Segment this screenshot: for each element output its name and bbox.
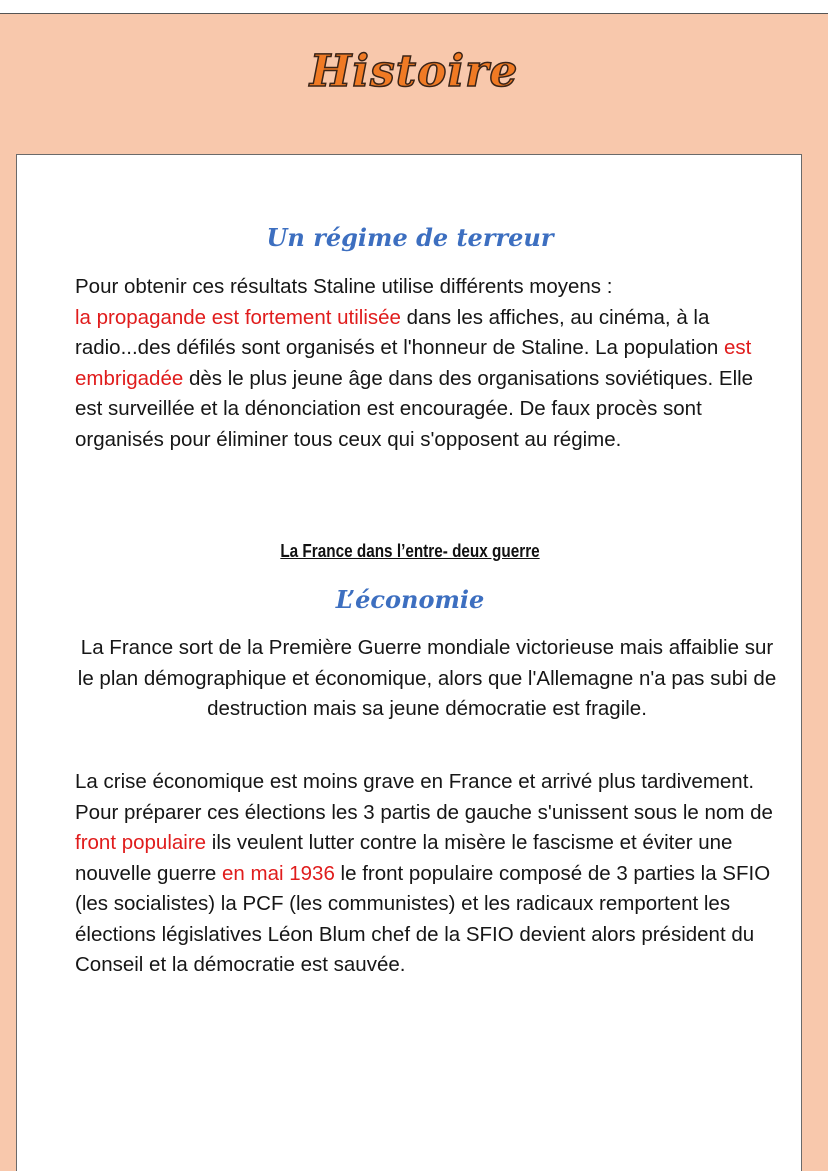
top-margin — [0, 0, 828, 13]
section-heading-terreur: Un régime de terreur — [266, 223, 554, 252]
content-card — [16, 154, 802, 1171]
highlight-embrigadee: est embrigadée — [75, 336, 752, 390]
paragraph-terreur — [75, 272, 775, 455]
highlight-propagande: la propagande est fortement utilisée — [75, 305, 401, 329]
section-heading-economie: L’économie — [335, 585, 485, 614]
top-border-line — [0, 13, 828, 14]
highlight-front-populaire: front populaire — [75, 831, 207, 854]
paragraph-text: La crise économique est moins grave en France et arrivé plus tardivement. Pour préparer ces élections les 3 partis de gauche s'unissent sous le nom de — [75, 770, 773, 824]
paragraph-text: Pour obtenir ces résultats Staline utilise différents moyens : — [75, 275, 613, 298]
paragraph-text: ils veulent lutter contre la misère le fascisme et éviter une nouvelle guerre — [75, 831, 733, 885]
paragraph-text: dès le plus jeune âge dans des organisations soviétiques. Elle est surveillée et la dénonciation est encouragée. De faux procès sont organisés pour éliminer tous ceux qui s'opposent au régime. — [75, 366, 754, 451]
paragraph-front-populaire — [75, 767, 787, 981]
paragraph-text: dans les affiches, au cinéma, à la radio...des défilés sont organisés et l'honneur de Staline. La population — [75, 305, 724, 359]
page-title: Histoire — [309, 46, 519, 97]
subheading-france-entre-deux-guerres: La France dans l’entre- deux guerre — [280, 541, 540, 561]
paragraph-economie-intro: La France sort de la Première Guerre mondiale victorieuse mais affaiblie sur le plan démographique et économique, alors que l'Allemagne n'a pas subi de destruction mais sa jeune démocratie est fragile. — [77, 636, 777, 720]
highlight-mai-1936: en mai 1936 — [222, 861, 335, 885]
paragraph-text: le front populaire composé de 3 parties la SFIO (les socialistes) la PCF (les communistes) et les radicaux remportent les élections législatives Léon Blum chef de la SFIO devient alors président du Conseil et la démocratie est sauvée. — [75, 861, 771, 976]
